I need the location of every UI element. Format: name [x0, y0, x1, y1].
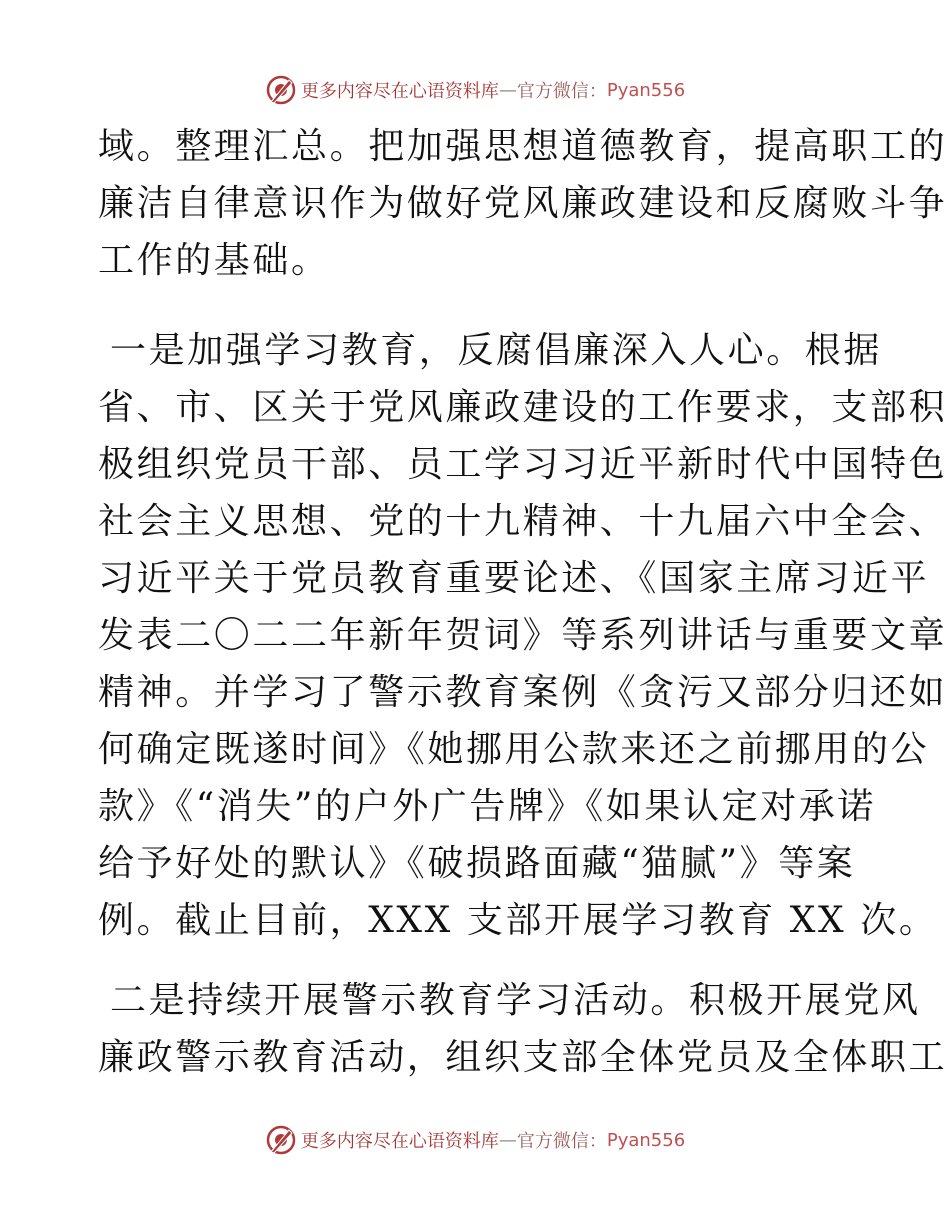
- text-line: 极组织党员干部、员工学习习近平新时代中国特色: [98, 444, 948, 485]
- text-line: 一是加强学习教育，反腐倡廉深入人心。根据: [110, 330, 883, 371]
- paragraph-3: [98, 972, 948, 1086]
- text-line: 发表二〇二二年新年贺词》等系列讲话与重要文章: [98, 615, 948, 656]
- text-line: 社会主义思想、党的十九精神、十九届六中全会、: [98, 501, 948, 542]
- text-line: 廉洁自律意识作为做好党风廉政建设和反腐败斗争: [98, 183, 948, 224]
- watermark-text: 更多内容尽在心语资料库: [300, 81, 499, 102]
- text-line: 省、市、区关于党风廉政建设的工作要求，支部积: [98, 387, 948, 428]
- paragraph-1: [98, 118, 948, 289]
- paragraph-2: [98, 322, 948, 949]
- text-line: 廉政警示教育活动，组织支部全体党员及全体职工: [98, 1037, 948, 1078]
- text-line: 给予好处的默认》《破损路面藏“猫腻”》等案: [98, 843, 856, 884]
- text-line: 例。截止目前，XXX 支部开展学习教育 XX 次。: [98, 900, 938, 941]
- text-line: 款》《“消失”的户外广告牌》《如果认定对承诺: [98, 786, 877, 827]
- text-line: 工作的基础。: [98, 240, 330, 281]
- text-line: 二是持续开展警示教育学习活动。积极开展党风: [110, 980, 921, 1021]
- watermark-header: [0, 70, 950, 110]
- watermark-text: 更多内容尽在心语资料库: [300, 1131, 499, 1152]
- text-line: 精神。并学习了警示教育案例《贪污又部分归还如: [98, 672, 948, 713]
- text-line: 域。整理汇总。把加强思想道德教育，提高职工的: [98, 126, 948, 167]
- watermark-wechat-id: Pyan556: [606, 79, 686, 101]
- watermark-dash: —: [498, 79, 517, 101]
- document-body: [98, 118, 948, 1086]
- text-line: 习近平关于党员教育重要论述、《国家主席习近平: [98, 558, 930, 599]
- quill-logo-icon: [265, 74, 297, 106]
- text-line: 何确定既遂时间》《她挪用公款来还之前挪用的公: [98, 729, 930, 770]
- watermark-footer: [0, 1120, 950, 1160]
- watermark-dash: —: [498, 1129, 517, 1151]
- watermark-wechat-label: 官方微信：: [516, 81, 607, 102]
- watermark-wechat-label: 官方微信：: [516, 1131, 607, 1152]
- quill-logo-icon: [265, 1124, 297, 1156]
- watermark-wechat-id: Pyan556: [606, 1129, 686, 1151]
